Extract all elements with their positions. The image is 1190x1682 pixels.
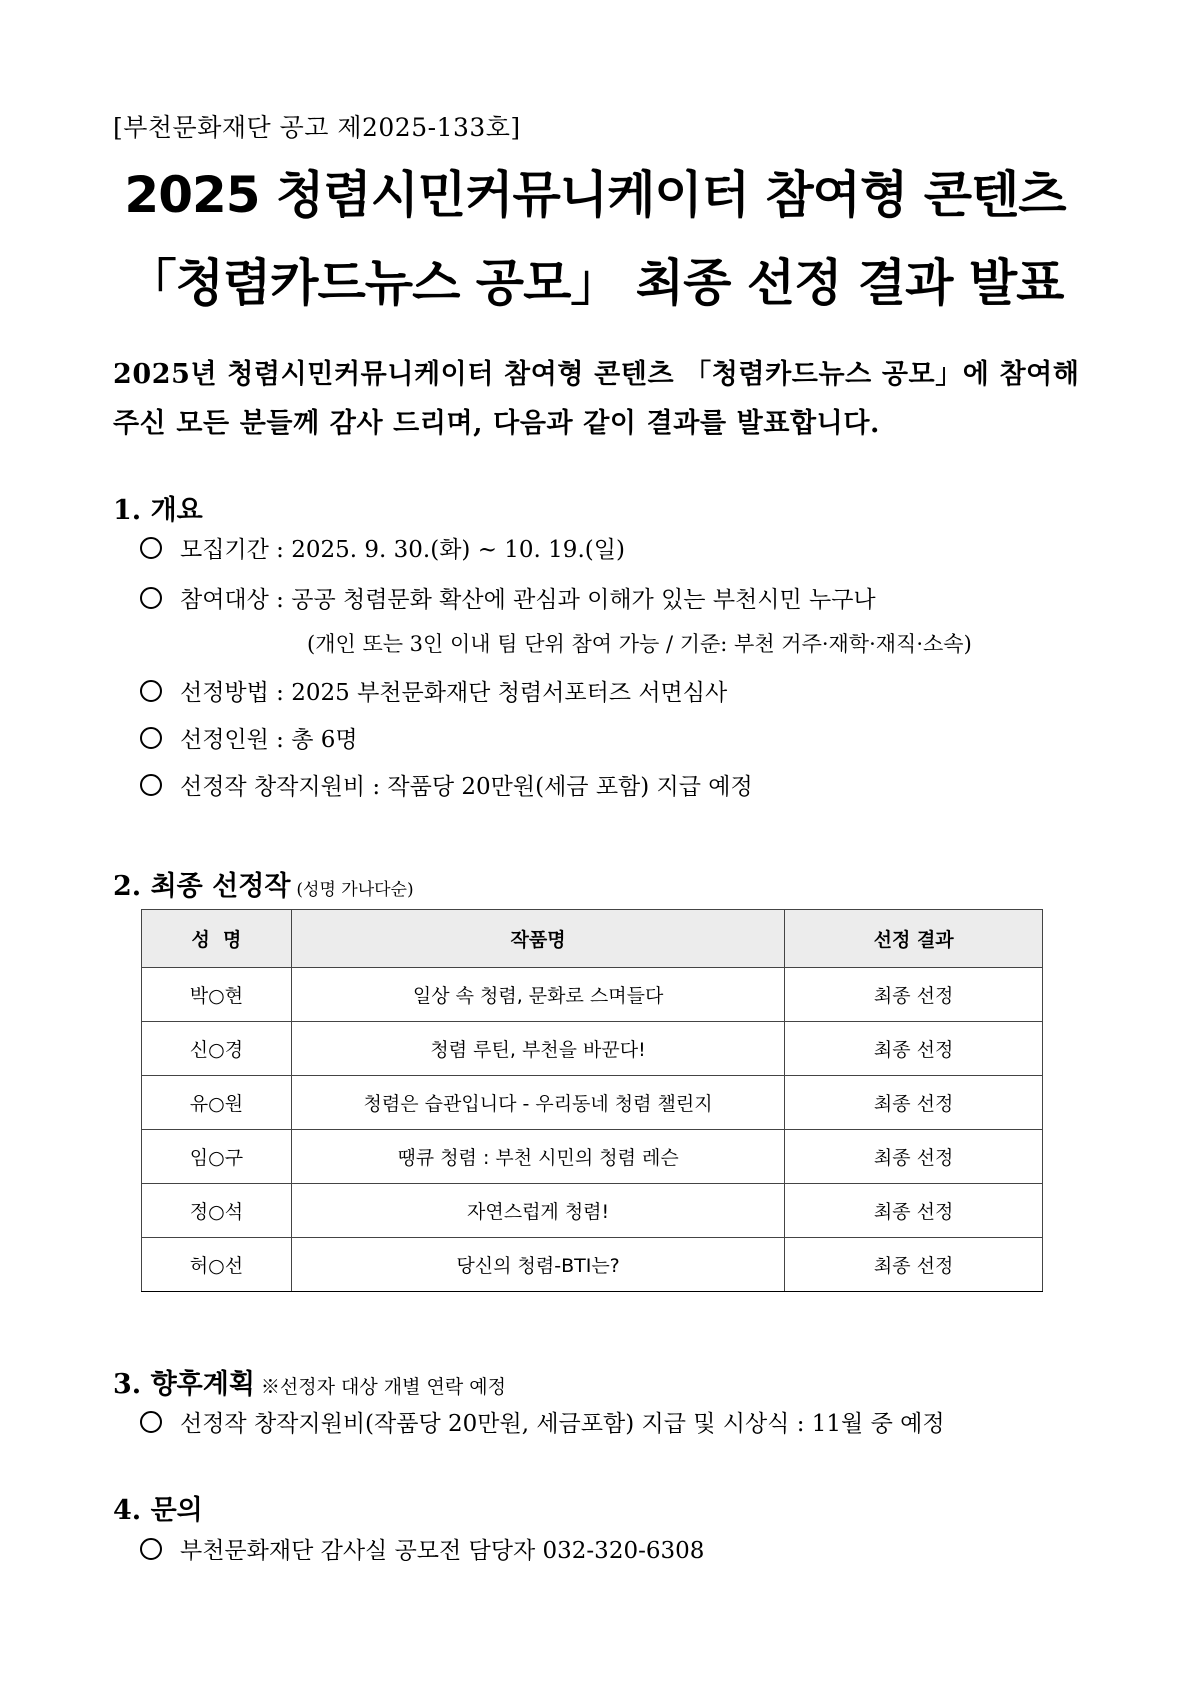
title-line-2: 「청렴카드뉴스 공모」 최종 선정 결과 발표 bbox=[126, 254, 1064, 312]
cell-name: 허○선 bbox=[142, 1238, 292, 1292]
circle-bullet-icon bbox=[140, 774, 162, 796]
overview-item-period: 모집기간 : 2025. 9. 30.(화) ~ 10. 19.(일) bbox=[140, 531, 625, 564]
notice-number: [부천문화재단 공고 제2025-133호] bbox=[113, 113, 521, 142]
cell-title: 청렴 루틴, 부천을 바꾼다! bbox=[291, 1022, 784, 1076]
intro-line-1: 2025년 청렴시민커뮤니케이터 참여형 콘텐츠 「청렴카드뉴스 공모」에 참여해 bbox=[113, 359, 1080, 390]
table-row bbox=[142, 1238, 1043, 1292]
section-3-note: ※선정자 대상 개별 연락 예정 bbox=[260, 1376, 506, 1398]
cell-result: 최종 선정 bbox=[785, 1076, 1043, 1130]
circle-bullet-icon bbox=[140, 1538, 162, 1560]
header-name: 성 명 bbox=[142, 910, 292, 968]
cell-name: 유○원 bbox=[142, 1076, 292, 1130]
cell-result: 최종 선정 bbox=[785, 1184, 1043, 1238]
overview-item-grant: 선정작 창작지원비 : 작품당 20만원(세금 포함) 지급 예정 bbox=[140, 768, 753, 801]
table-row bbox=[142, 1022, 1043, 1076]
section-2-sub: (성명 가나다순) bbox=[296, 880, 414, 900]
cell-title: 땡큐 청렴 : 부천 시민의 청렴 레슨 bbox=[291, 1130, 784, 1184]
overview-item-eligibility: 참여대상 : 공공 청렴문화 확산에 관심과 이해가 있는 부천시민 누구나 bbox=[140, 581, 876, 614]
table-row bbox=[142, 1184, 1043, 1238]
circle-bullet-icon bbox=[140, 1411, 162, 1433]
circle-bullet-icon bbox=[140, 727, 162, 749]
results-table bbox=[141, 909, 1043, 1292]
section-4-heading: 4. 문의 bbox=[113, 1495, 203, 1526]
cell-name: 정○석 bbox=[142, 1184, 292, 1238]
overview-item-count: 선정인원 : 총 6명 bbox=[140, 721, 358, 754]
section-3-heading: 3. 향후계획 ※선정자 대상 개별 연락 예정 bbox=[113, 1369, 506, 1400]
cell-title: 일상 속 청렴, 문화로 스며들다 bbox=[291, 968, 784, 1022]
header-result: 선정 결과 bbox=[785, 910, 1043, 968]
cell-name: 박○현 bbox=[142, 968, 292, 1022]
table-row bbox=[142, 1130, 1043, 1184]
cell-result: 최종 선정 bbox=[785, 1130, 1043, 1184]
eligibility-note: (개인 또는 3인 이내 팀 단위 참여 가능 / 기준: 부천 거주·재학·재직·소속) bbox=[307, 632, 972, 656]
header-title: 작품명 bbox=[291, 910, 784, 968]
intro-paragraph bbox=[113, 350, 1083, 448]
circle-bullet-icon bbox=[140, 587, 162, 609]
cell-result: 최종 선정 bbox=[785, 1022, 1043, 1076]
section-1-heading: 1. 개요 bbox=[113, 495, 203, 526]
overview-item-method: 선정방법 : 2025 부천문화재단 청렴서포터즈 서면심사 bbox=[140, 674, 727, 707]
table-header-row bbox=[142, 910, 1043, 968]
circle-bullet-icon bbox=[140, 537, 162, 559]
table-row bbox=[142, 1076, 1043, 1130]
cell-result: 최종 선정 bbox=[785, 1238, 1043, 1292]
cell-title: 자연스럽게 청렴! bbox=[291, 1184, 784, 1238]
circle-bullet-icon bbox=[140, 680, 162, 702]
cell-title: 청렴은 습관입니다 - 우리동네 청렴 챌린지 bbox=[291, 1076, 784, 1130]
intro-line-2: 주신 모든 분들께 감사 드리며, 다음과 같이 결과를 발표합니다. bbox=[113, 408, 881, 439]
contact-item: 부천문화재단 감사실 공모전 담당자 032-320-6308 bbox=[140, 1532, 704, 1565]
cell-name: 임○구 bbox=[142, 1130, 292, 1184]
plan-item: 선정작 창작지원비(작품당 20만원, 세금포함) 지급 및 시상식 : 11월 중 예정 bbox=[140, 1405, 945, 1438]
cell-name: 신○경 bbox=[142, 1022, 292, 1076]
cell-result: 최종 선정 bbox=[785, 968, 1043, 1022]
section-2-heading: 2. 최종 선정작 (성명 가나다순) bbox=[113, 871, 414, 902]
title-line-1: 2025 청렴시민커뮤니케이터 참여형 콘텐츠 bbox=[124, 166, 1066, 224]
cell-title: 당신의 청렴-BTI는? bbox=[291, 1238, 784, 1292]
table-row bbox=[142, 968, 1043, 1022]
